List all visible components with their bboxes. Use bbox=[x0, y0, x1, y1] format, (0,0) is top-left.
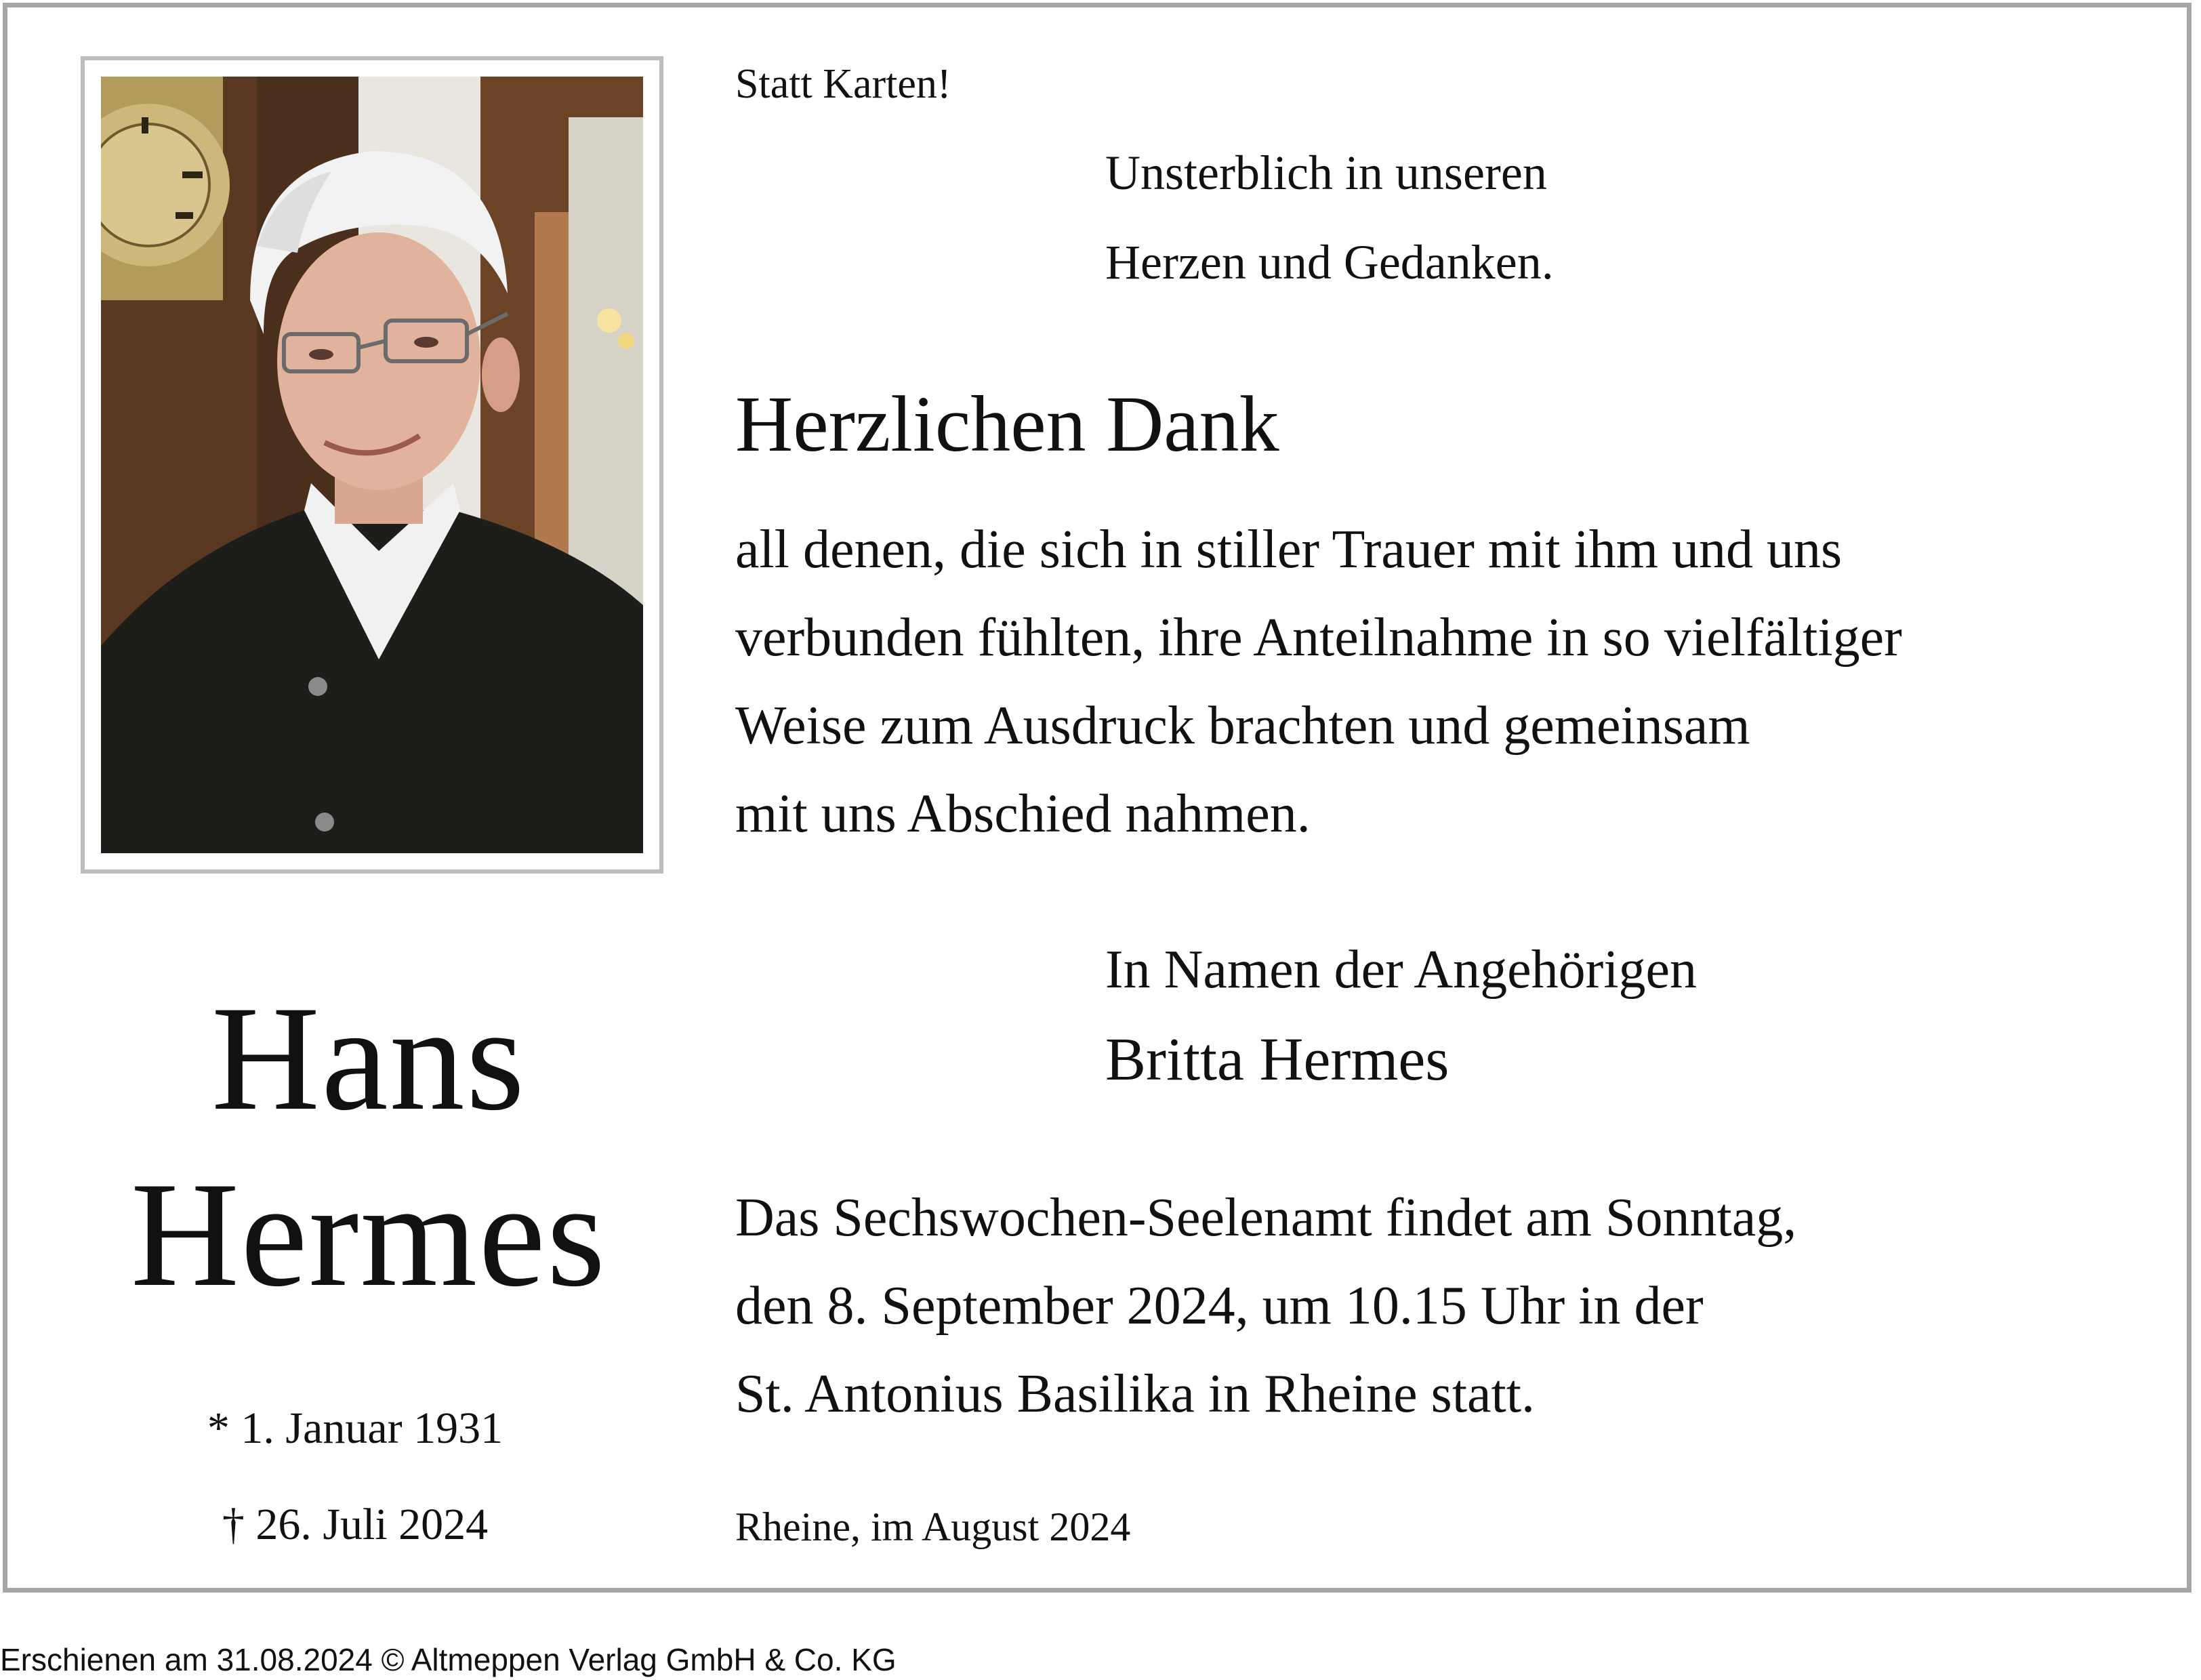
publication-footer: Erschienen am 31.08.2024 © Altmeppen Verlag GmbH & Co. KG bbox=[0, 1642, 897, 1677]
place-date: Rheine, im August 2024 bbox=[735, 1504, 1131, 1549]
mass-line-2: den 8. September 2024, um 10.15 Uhr in der bbox=[735, 1276, 1704, 1336]
mass-line-3: St. Antonius Basilika in Rheine statt. bbox=[735, 1364, 1535, 1424]
portrait-photo bbox=[101, 77, 643, 853]
signature-line: In Namen der Angehörigen bbox=[1105, 940, 1698, 1000]
motto-line-2: Herzen und Gedanken. bbox=[1105, 235, 1554, 289]
heading-thanks: Herzlichen Dank bbox=[735, 380, 1279, 468]
body-line-2: verbunden fühlten, ihre Anteilnahme in so vielfältiger bbox=[735, 608, 1902, 668]
body-line-1: all denen, die sich in stiller Trauer mit ihm und uns bbox=[735, 520, 1843, 579]
deceased-first-name: Hans bbox=[211, 975, 527, 1142]
birth-date: * 1. Januar 1931 bbox=[207, 1404, 503, 1453]
signature-name: Britta Hermes bbox=[1105, 1026, 1449, 1093]
body-line-3: Weise zum Ausdruck brachten und gemeinsam bbox=[735, 696, 1750, 756]
body-line-4: mit uns Abschied nahmen. bbox=[735, 784, 1311, 844]
intro-line: Statt Karten! bbox=[735, 61, 951, 107]
deceased-last-name: Hermes bbox=[130, 1151, 607, 1318]
obituary-card bbox=[3, 3, 2192, 1593]
portrait-frame bbox=[81, 56, 663, 874]
motto-line-1: Unsterblich in unseren bbox=[1105, 146, 1547, 200]
death-date: † 26. Juli 2024 bbox=[222, 1500, 489, 1549]
mass-line-1: Das Sechswochen-Seelenamt findet am Sonntag, bbox=[735, 1188, 1797, 1248]
